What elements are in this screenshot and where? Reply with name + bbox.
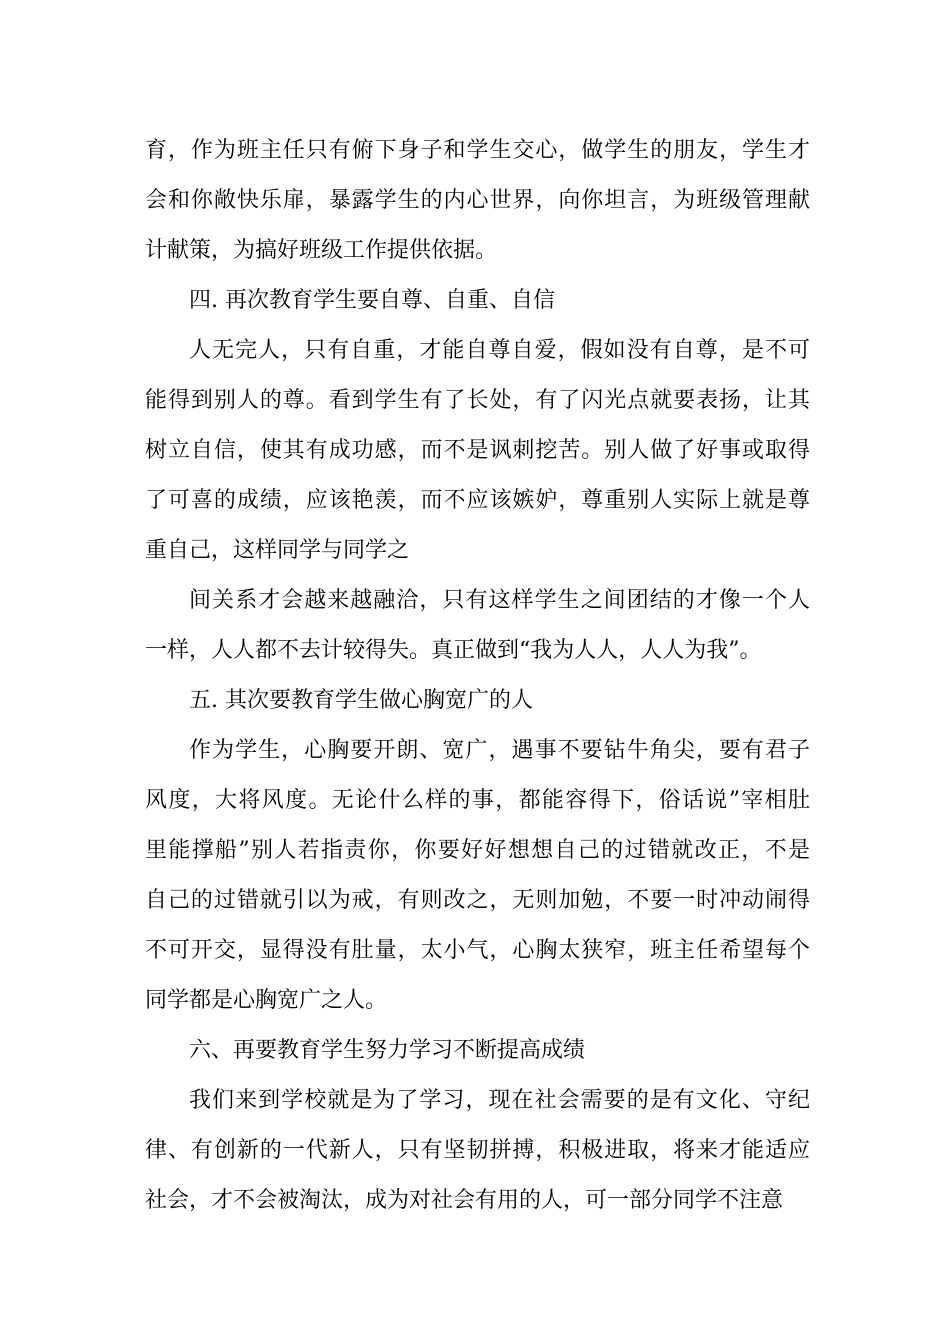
paragraph-continuation <box>145 126 810 276</box>
text-line: 人无完人，只有自重，才能自尊自爱，假如没有自尊，是不可 <box>189 338 810 363</box>
text-line: 育，作为班主任只有俯下身子和学生交心，做学生的朋友，学生才 <box>145 138 810 163</box>
text-line: 社会，才不会被淘汰，成为对社会有用的人，可一部分同学不注意 <box>145 1188 784 1213</box>
text-line: 律、有创新的一代新人，只有坚韧拼搏，积极进取，将来才能适应 <box>145 1138 810 1163</box>
text-line: 间关系才会越来越融洽，只有这样学生之间团结的才像一个人 <box>189 588 810 613</box>
text-line: 四. 再次教育学生要自尊、自重、自信 <box>189 288 555 313</box>
text-line: 计献策，为搞好班级工作提供依据。 <box>145 238 498 263</box>
paragraph-self-respect <box>145 326 810 576</box>
text-line: 我们来到学校就是为了学习，现在社会需要的是有文化、守纪 <box>189 1088 810 1113</box>
paragraph-relationships <box>145 576 810 676</box>
text-line: 作为学生，心胸要开朗、宽广，遇事不要钻牛角尖，要有君子 <box>189 738 810 763</box>
text-line: 了可喜的成绩，应该艳羡，而不应该嫉妒，尊重别人实际上就是尊 <box>145 488 810 513</box>
text-line: 一样，人人都不去计较得失。真正做到“我为人人，人人为我”。 <box>145 638 762 663</box>
text-line: 风度，大将风度。无论什么样的事，都能容得下，俗话说”宰相肚 <box>145 788 810 813</box>
text-line: 树立自信，使其有成功感，而不是讽刺挖苦。别人做了好事或取得 <box>145 438 810 463</box>
text-line: 不可开交，显得没有肚量，太小气，心胸太狭窄，班主任希望每个 <box>145 938 810 963</box>
heading-five <box>145 676 810 726</box>
heading-four <box>145 276 810 326</box>
paragraph-broad-mind <box>145 726 810 1026</box>
text-line: 同学都是心胸宽广之人。 <box>145 988 388 1013</box>
text-line: 里能撑船”别人若指责你，你要好好想想自己的过错就改正，不是 <box>145 838 810 863</box>
paragraph-study <box>145 1076 810 1226</box>
text-line: 能得到别人的尊。看到学生有了长处，有了闪光点就要表扬，让其 <box>145 388 810 413</box>
text-line: 六、再要教育学生努力学习不断提高成绩 <box>189 1038 586 1063</box>
text-line: 五. 其次要教育学生做心胸宽广的人 <box>189 688 533 713</box>
text-line: 会和你敞快乐扉，暴露学生的内心世界，向你坦言，为班级管理献 <box>145 188 810 213</box>
heading-six <box>145 1026 810 1076</box>
text-line: 重自己，这样同学与同学之 <box>145 538 410 563</box>
text-line: 自己的过错就引以为戒，有则改之，无则加勉，不要一时冲动闹得 <box>145 888 810 913</box>
document-body <box>145 126 810 1226</box>
